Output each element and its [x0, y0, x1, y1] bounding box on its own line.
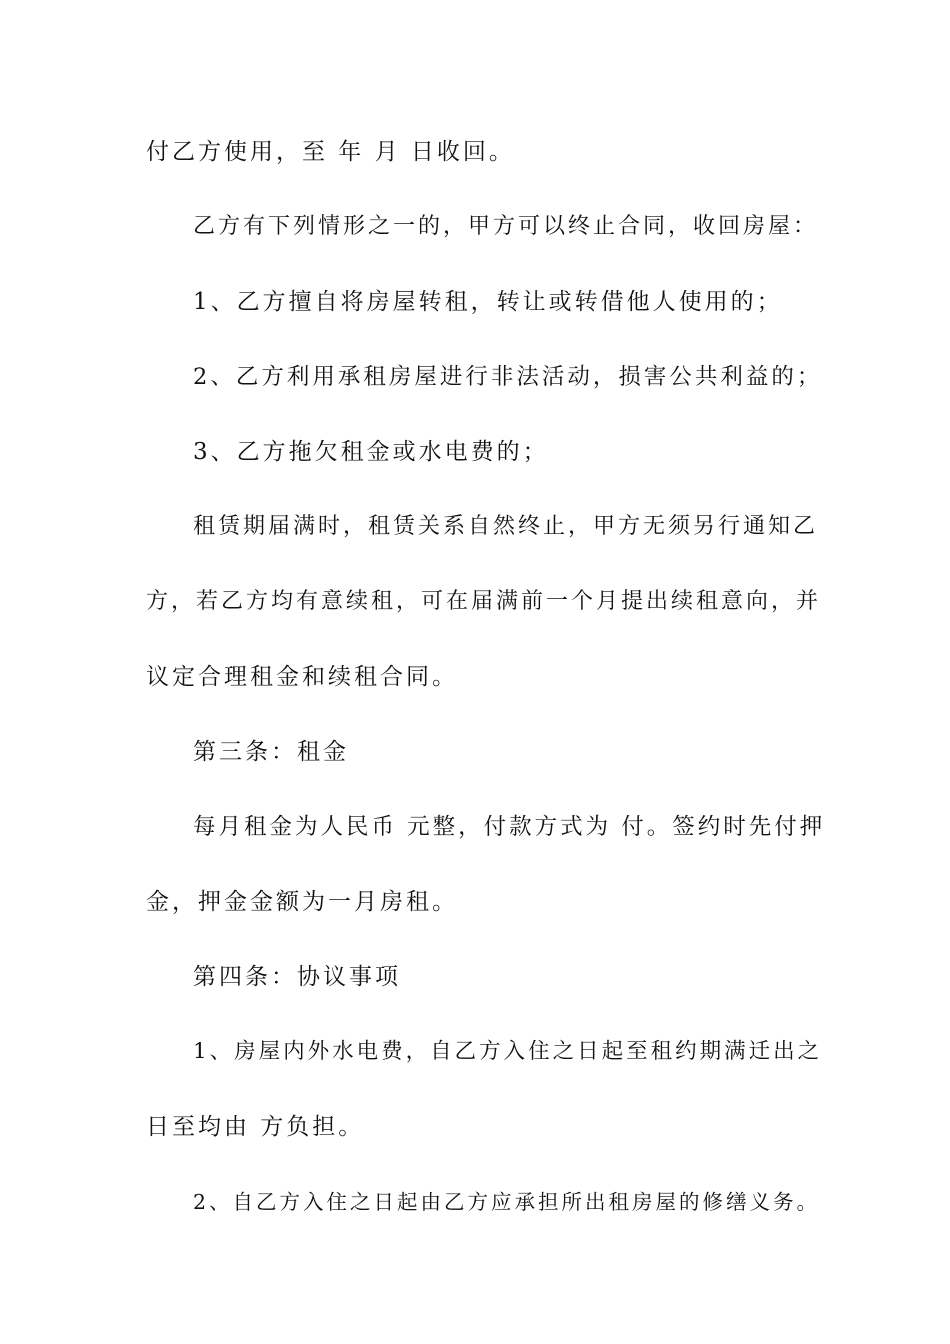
- text-line: 方，若乙方均有意续租，可在届满前一个月提出续租意向，并: [146, 589, 822, 614]
- text-line: 议定合理租金和续租合同。: [146, 664, 458, 690]
- section-heading: 第三条：租金: [193, 739, 349, 765]
- text-line: 金，押金金额为一月房租。: [146, 889, 458, 915]
- text-line: 日至均由 方负担。: [146, 1114, 365, 1140]
- section-heading: 第四条：协议事项: [193, 964, 401, 990]
- list-item: 2、自乙方入住之日起由乙方应承担所出租房屋的修缮义务。: [193, 1190, 821, 1214]
- list-item: 1、乙方擅自将房屋转租，转让或转借他人使用的；: [193, 289, 783, 315]
- list-item: 3、乙方拖欠租金或水电费的；: [193, 439, 549, 465]
- list-item: 2、乙方利用承租房屋进行非法活动，损害公共利益的；: [193, 364, 823, 390]
- text-line: 付乙方使用，至 年 月 日收回。: [146, 139, 515, 165]
- text-line: 乙方有下列情形之一的，甲方可以终止合同，收回房屋：: [193, 214, 819, 239]
- text-line: 租赁期届满时，租赁关系自然终止，甲方无须另行通知乙: [193, 514, 819, 539]
- text-line: 每月租金为人民币 元整，付款方式为 付。签约时先付押: [193, 814, 826, 840]
- list-item: 1、房屋内外水电费，自乙方入住之日起至租约期满迁出之: [193, 1039, 823, 1064]
